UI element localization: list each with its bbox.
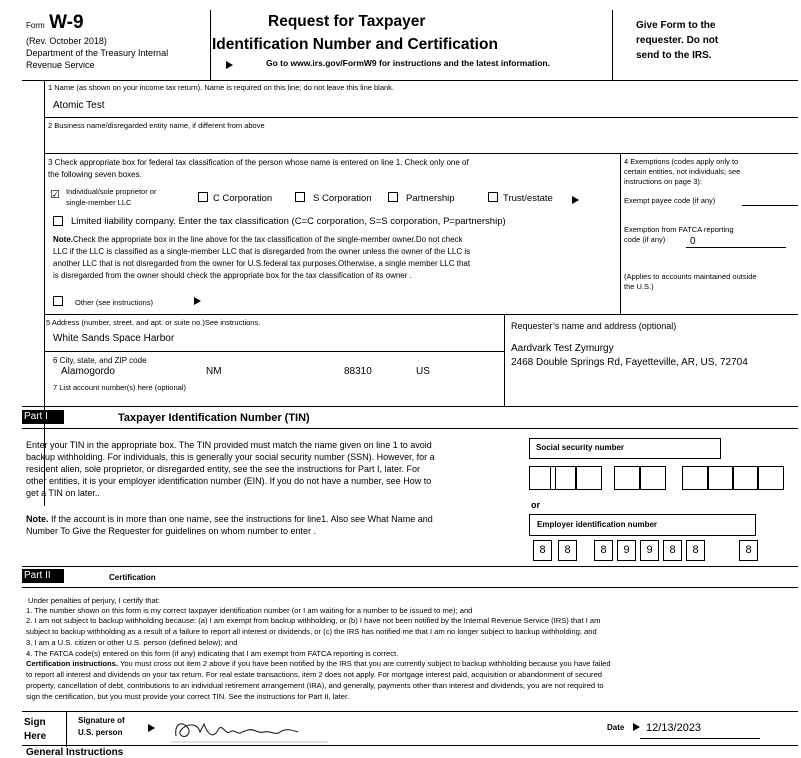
business-name-field[interactable] (53, 138, 553, 152)
ssn-digit-box[interactable] (732, 466, 759, 490)
tin-note1 (26, 513, 433, 525)
tin-note-bold: Note. (26, 514, 49, 524)
note-line4: is disregarded from the owner should check the appropriate box for the tax classification of its owner . (53, 271, 412, 280)
ssn-digit-box[interactable] (707, 466, 734, 490)
ein-digit[interactable]: 8 (663, 540, 682, 561)
individual-label2: single-member LLC (66, 198, 132, 207)
exemptions-label3: instructions on page 3): (624, 177, 702, 186)
llc-label: Limited liability company. Enter the tax classification (C=C corporation, S=S corporation, P=partnership) (71, 216, 506, 227)
revenue-service: Revenue Service (26, 60, 95, 70)
arrow-right-icon (226, 61, 233, 69)
date-field[interactable]: 12/13/2023 (646, 722, 702, 734)
line3-label: 3 Check appropriate box for federal tax classification of the person whose name is entered on line 1. Check only one of (48, 158, 469, 167)
ein-digit[interactable]: 8 (594, 540, 613, 561)
other-checkbox[interactable] (53, 296, 63, 306)
note-bold: Note. (53, 235, 73, 244)
ssn-digit-box[interactable] (614, 466, 641, 490)
signature-label1: Signature of (78, 716, 125, 725)
partnership-label: Partnership (406, 193, 455, 204)
arrow-right-icon (572, 196, 579, 204)
give-form-line3: send to the IRS. (636, 50, 712, 61)
fatca-code-field[interactable]: 0 (690, 236, 696, 247)
partnership-checkbox[interactable] (388, 192, 398, 202)
ssn-digit-box[interactable] (757, 466, 784, 490)
line3-label2: the following seven boxes. (48, 170, 142, 179)
ein-digit[interactable]: 8 (686, 540, 705, 561)
requester-label: Requester’s name and address (optional) (511, 321, 677, 331)
tin-note2: Number To Give the Requester for guidelines on whom number to enter . (26, 526, 316, 536)
llc-checkbox[interactable] (53, 216, 63, 226)
title-line1: Request for Taxpayer (268, 13, 426, 30)
requester-name[interactable]: Aardvark Test Zymurgy (511, 343, 614, 354)
tin-para2: backup withholding. For individuals, this is generally your social security number (SSN). However, for a (26, 452, 435, 462)
cert-instr3: property, cancellation of debt, contributions to an individual retirement arrangement (IRA), and generally, payments other than interest and dividends, you are not required to (26, 681, 604, 690)
country-field[interactable]: US (416, 366, 430, 377)
exemptions-label1: 4 Exemptions (codes apply only to (624, 157, 739, 166)
name-field[interactable]: Atomic Test (53, 100, 105, 111)
individual-checkbox[interactable]: ☑ (50, 189, 60, 201)
ein-label-box (529, 514, 756, 536)
address-field[interactable]: White Sands Space Harbor (53, 333, 175, 344)
cert-item3: 3. I am a U.S. citizen or other U.S. person (defined below); and (26, 638, 238, 647)
note-line3: another LLC that is not disregarded from the owner for U.S.federal tax purposes.Otherwise, a single member LLC that (53, 259, 471, 268)
trust-label: Trust/estate (503, 193, 553, 204)
cert-item4: 4. The FATCA code(s) entered on this form (if any) indicating that I am exempt from FATCA reporting is correct. (26, 649, 399, 658)
applies-label1: (Applies to accounts maintained outside (624, 272, 757, 281)
give-form-line2: requester. Do not (636, 35, 719, 46)
tin-para1: Enter your TIN in the appropriate box. The TIN provided must match the name given on line 1 to avoid (26, 440, 432, 450)
c-corp-checkbox[interactable] (198, 192, 208, 202)
or-label: or (531, 500, 540, 510)
form-name: W-9 (49, 12, 84, 33)
ein-digit[interactable]: 9 (640, 540, 659, 561)
city-field[interactable]: Alamogordo (61, 366, 115, 377)
payee-code-field[interactable] (742, 205, 798, 206)
fatca-label2: code (if any) (624, 235, 666, 244)
line2-label: 2 Business name/disregarded entity name, if different from above (48, 121, 265, 130)
general-instructions-heading: General Instructions (26, 747, 124, 758)
ein-digit[interactable]: 8 (533, 540, 552, 561)
goto-text: Go to www.irs.gov/FormW9 for instructions and the latest information. (266, 58, 550, 68)
payee-code-label: Exempt payee code (if any) (624, 196, 716, 205)
applies-label2: the U.S.) (624, 282, 654, 291)
trust-checkbox[interactable] (488, 192, 498, 202)
form-number (26, 12, 84, 34)
ein-label: Employer identification number (537, 520, 658, 529)
cert-instr4: sign the certification, but you must provide your correct TIN. See the instructions for Part II, later. (26, 692, 350, 701)
department: Department of the Treasury Internal (26, 48, 169, 58)
line7-label: 7 List account number(s) here (optional) (53, 383, 186, 392)
form-prefix: Form (26, 21, 45, 30)
line5-label: 5 Address (number, street, and apt. or suite no.)See instructions. (46, 318, 261, 327)
title-line2: Identification Number and Certification (212, 36, 498, 53)
cert-item2b: subject to backup withholding as a result of a failure to report all interest or dividends, or (c) the IRS has notified me that I am no longer subject to backup withholding; and (26, 627, 597, 636)
cert-instr-text: You must cross out item 2 above if you have been notified by the IRS that you are currently subject to backup withholding because you have failed (117, 659, 611, 668)
state-field[interactable]: NM (206, 366, 222, 377)
ein-digit[interactable]: 8 (739, 540, 758, 561)
arrow-right-icon (148, 724, 155, 732)
revision: (Rev. October 2018) (26, 36, 107, 46)
cert-instr-bold: Certification instructions. (26, 659, 118, 668)
cert-item2a: 2. I am not subject to backup withholding because: (a) I am exempt from backup withholding, or (b) I have not been notified by the Internal Revenue Service (IRS) that I am (26, 616, 601, 625)
part1-tag: Part I (22, 410, 64, 424)
line6-label: 6 City, state, and ZIP code (53, 356, 147, 365)
ssn-digit-box[interactable] (682, 466, 709, 490)
cert-instr2: to report all interest and dividends on your tax return. For real estate transactions, item 2 does not apply. For mortgage interest paid, acquisition or abandonment of secured (26, 670, 603, 679)
arrow-right-icon (633, 723, 640, 731)
ssn-digit-box[interactable] (550, 466, 577, 490)
ein-digit[interactable]: 9 (617, 540, 636, 561)
arrow-right-icon (194, 297, 201, 305)
part1-title: Taxpayer Identification Number (TIN) (118, 412, 310, 424)
tin-para4: other entities, it is your employer identification number (EIN). If you do not have a number, see How to (26, 476, 432, 486)
individual-label: Individual/sole proprietor or (66, 187, 157, 196)
cert-intro: Under penalties of perjury, I certify that: (28, 596, 160, 605)
tin-para5: get a TIN on later.. (26, 488, 100, 498)
give-form-line1: Give Form to the (636, 20, 716, 31)
tin-note-text: If the account is in more than one name, see the instructions for line1. Also see What Name and (48, 514, 433, 524)
signature-image[interactable] (168, 714, 338, 746)
sign-label: Sign (24, 717, 46, 728)
ssn-label-box (529, 438, 721, 459)
s-corp-checkbox[interactable] (295, 192, 305, 202)
tin-para3: resident alien, sole proprietor, or disregarded entity, see the see the instructions for Part I, later. For (26, 464, 421, 474)
exemptions-label2: certain entities, not individuals; see (624, 167, 741, 176)
other-label: Other (see instructions) (75, 298, 153, 307)
signature-label2: U.S. person (78, 728, 123, 737)
cert-item1: 1. The number shown on this form is my correct taxpayer identification number (or I am waiting for a number to be issued to me); and (26, 606, 473, 615)
c-corp-label: C Corporation (213, 193, 273, 204)
date-label: Date (607, 723, 625, 732)
part2-title: Certification (109, 573, 156, 582)
cert-instr1 (26, 659, 611, 669)
ssn-digit-box[interactable] (575, 466, 602, 490)
note-line1 (53, 235, 463, 244)
here-label: Here (24, 731, 47, 742)
part2-tag: Part II (22, 569, 64, 583)
note-text1: Check the appropriate box in the line above for the tax classification of the single-member owner.Do not check (73, 235, 463, 244)
note-line2: LLC if the LLC is classified as a single-member LLC that is disregarded from the owner unless the owner of the LLC is (53, 247, 471, 256)
ein-digit[interactable]: 8 (558, 540, 577, 561)
fatca-label1: Exemption from FATCA reporting (624, 225, 734, 234)
ssn-label: Social security number (536, 443, 625, 452)
zip-field[interactable]: 88310 (344, 366, 372, 377)
s-corp-label: S Corporation (313, 193, 372, 204)
ssn-digit-box[interactable] (639, 466, 666, 490)
line1-label: 1 Name (as shown on your income tax return). Name is required on this line; do not leave this line blank. (48, 83, 395, 92)
requester-address[interactable]: 2468 Double Springs Rd, Fayetteville, AR, US, 72704 (511, 357, 748, 368)
